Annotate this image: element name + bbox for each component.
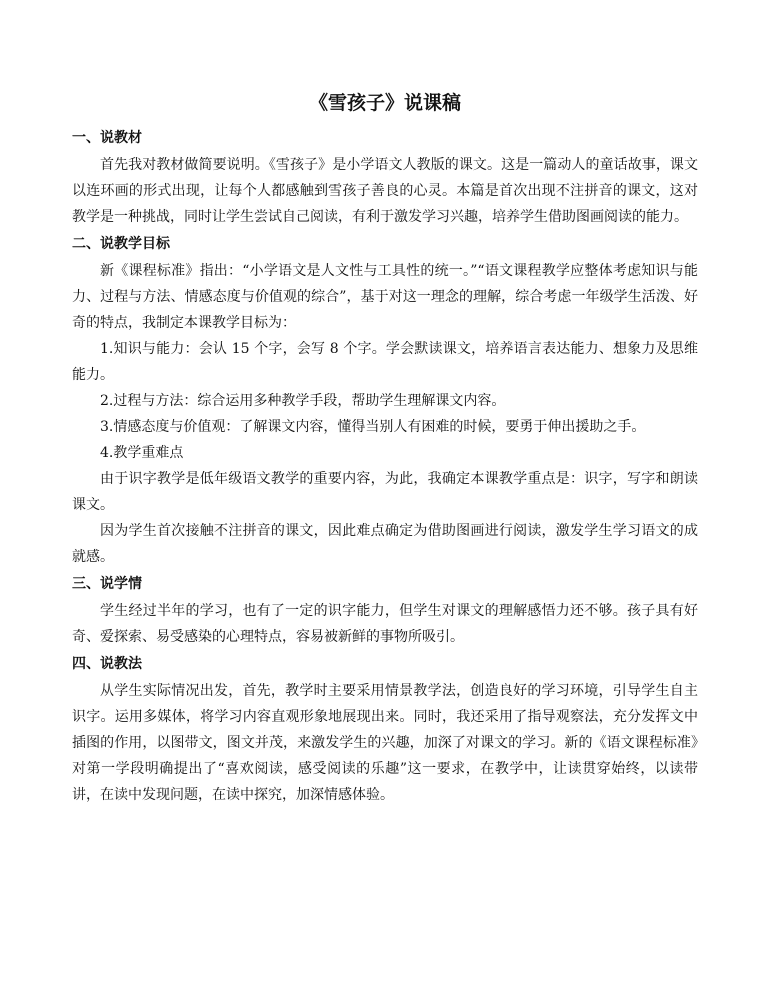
- paragraph: 首先我对教材做简要说明。《雪孩子》是小学语文人教版的课文。这是一篇动人的童话故事，课文以连环画的形式出现，让每个人都感触到雪孩子善良的心灵。本篇是首次出现不注拼音的课文，这对教学是一种挑战，同时让学生尝试自己阅读，有利于激发学习兴趣，培养学生借助图画阅读的能力。: [72, 157, 698, 225]
- section-teaching-methods: [72, 652, 698, 808]
- paragraph: 新《课程标准》指出：“小学语文是人文性与工具性的统一。”“语文课程教学应整体考虑知识与能力、过程与方法、情感态度与价值观的综合”，基于对这一理念的理解，综合考虑一年级学生活泼、好奇的特点，我制定本课教学目标为：: [72, 263, 698, 331]
- document-title: 《雪孩子》说课稿: [308, 92, 461, 114]
- section-teaching-goals: [72, 232, 698, 570]
- paragraph: 3.情感态度与价值观：了解课文内容，懂得当别人有困难的时候，要勇于伸出援助之手。: [100, 419, 646, 435]
- paragraph: 由于识字教学是低年级语文教学的重要内容，为此，我确定本课教学重点是：识字，写字和朗读课文。: [72, 471, 698, 513]
- paragraph: 因为学生首次接触不注拼音的课文，因此难点确定为借助图画进行阅读，激发学生学习语文的成就感。: [72, 523, 698, 565]
- section-heading: 三、说学情: [72, 576, 142, 592]
- paragraph: 学生经过半年的学习，也有了一定的识字能力，但学生对课文的理解感悟力还不够。孩子具有好奇、爱探索、易受感染的心理特点，容易被新鲜的事物所吸引。: [72, 603, 698, 645]
- section-heading: 四、说教法: [72, 656, 142, 672]
- section-heading: 二、说教学目标: [72, 236, 170, 252]
- section-heading: 一、说教材: [72, 130, 142, 146]
- paragraph: 从学生实际情况出发，首先，教学时主要采用情景教学法，创造良好的学习环境，引导学生自主识字。运用多媒体，将学习内容直观形象地展现出来。同时，我还采用了指导观察法，充分发挥文中插图的作用，以图带文，图文并茂，来激发学生的兴趣，加深了对课文的学习。新的《语文课程标准》对第一学段明确提出了“喜欢阅读，感受阅读的乐趣”这一要求，在教学中，让读贯穿始终，以读带讲，在读中发现问题，在读中探究，加深情感体验。: [72, 683, 698, 803]
- paragraph: 4.教学重难点: [100, 445, 184, 461]
- section-textbook: [72, 126, 698, 230]
- section-student-analysis: [72, 572, 698, 650]
- paragraph: 1.知识与能力：会认 15 个字，会写 8 个字。学会默读课文，培养语言表达能力、想象力及思维能力。: [72, 341, 698, 383]
- paragraph: 2.过程与方法：综合运用多种教学手段，帮助学生理解课文内容。: [100, 393, 506, 409]
